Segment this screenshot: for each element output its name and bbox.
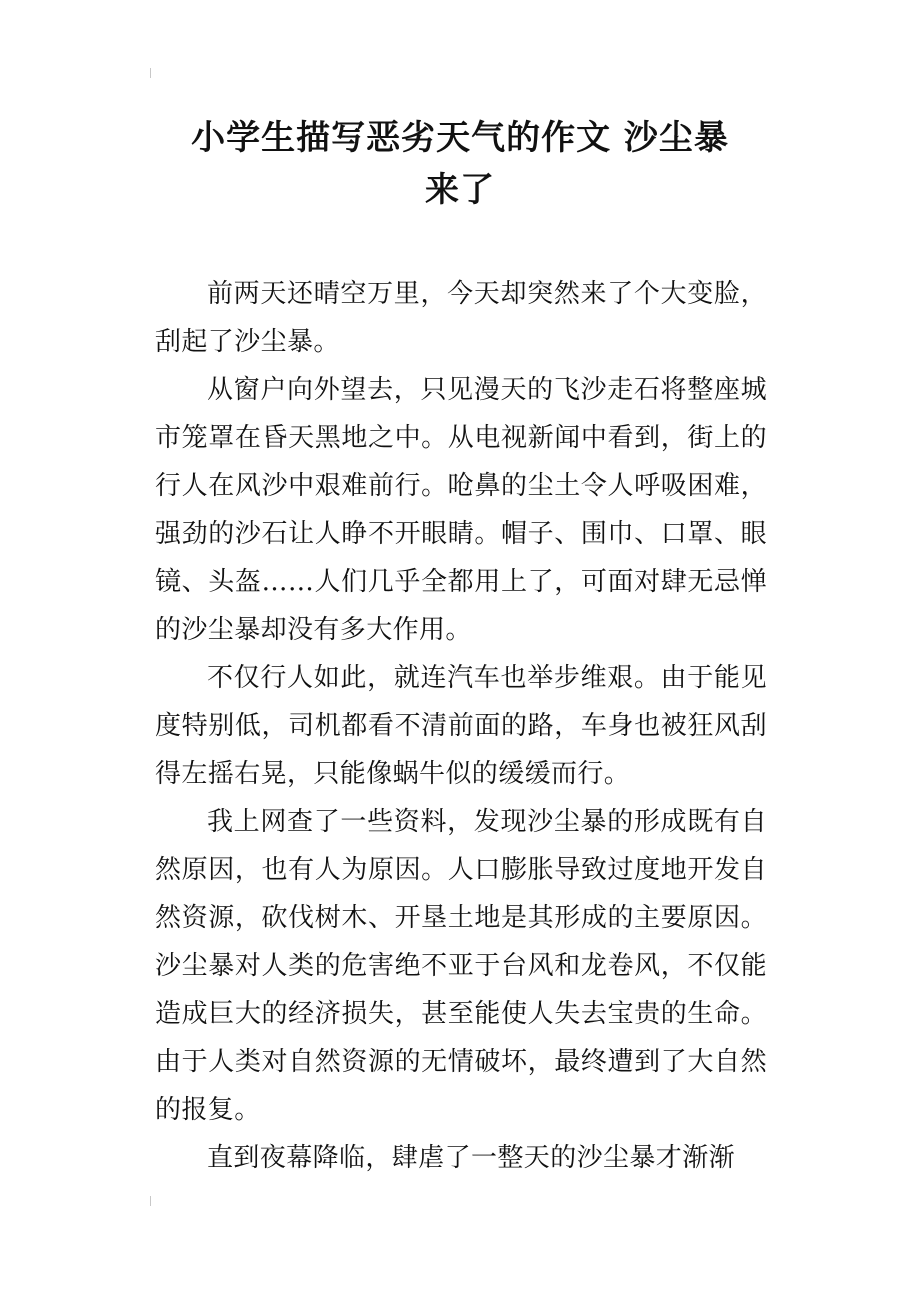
- paragraph-2: 从窗户向外望去，只见漫天的飞沙走石将整座城市笼罩在昏天黑地之中。从电视新闻中看到，街上的行人在风沙中艰难前行。呛鼻的尘土令人呼吸困难，强劲的沙石让人睁不开眼睛。帽子、围巾、口罩、眼镜、头盔……人们几乎全都用上了，可面对肆无忌惮的沙尘暴却没有多大作用。: [155, 375, 767, 645]
- paragraph-4: 我上网查了一些资料，发现沙尘暴的形成既有自然原因，也有人为原因。人口膨胀导致过度地开发自然资源，砍伐树木、开垦土地是其形成的主要原因。沙尘暴对人类的危害绝不亚于台风和龙卷风，不仅能造成巨大的经济损失，甚至能使人失去宝贵的生命。由于人类对自然资源的无情破坏，最终遭到了大自然的报复。: [155, 807, 767, 1125]
- article-body: [155, 270, 767, 1182]
- bottom-corner-mark: [150, 1196, 157, 1206]
- top-corner-mark: [150, 68, 157, 78]
- paragraph-3: 不仅行人如此，就连汽车也举步维艰。由于能见度特别低，司机都看不清前面的路，车身也被狂风刮得左摇右晃，只能像蜗牛似的缓缓而行。: [155, 663, 767, 789]
- paragraph-1: 前两天还晴空万里，今天却突然来了个大变脸，刮起了沙尘暴。: [155, 279, 767, 357]
- paragraph-5: 直到夜幕降临，肆虐了一整天的沙尘暴才渐渐: [207, 1143, 736, 1173]
- document-title: [155, 112, 765, 216]
- title-line-2: 来了: [425, 170, 495, 210]
- title-line-1: 小学生描写恶劣天气的作文 沙尘暴: [191, 118, 729, 158]
